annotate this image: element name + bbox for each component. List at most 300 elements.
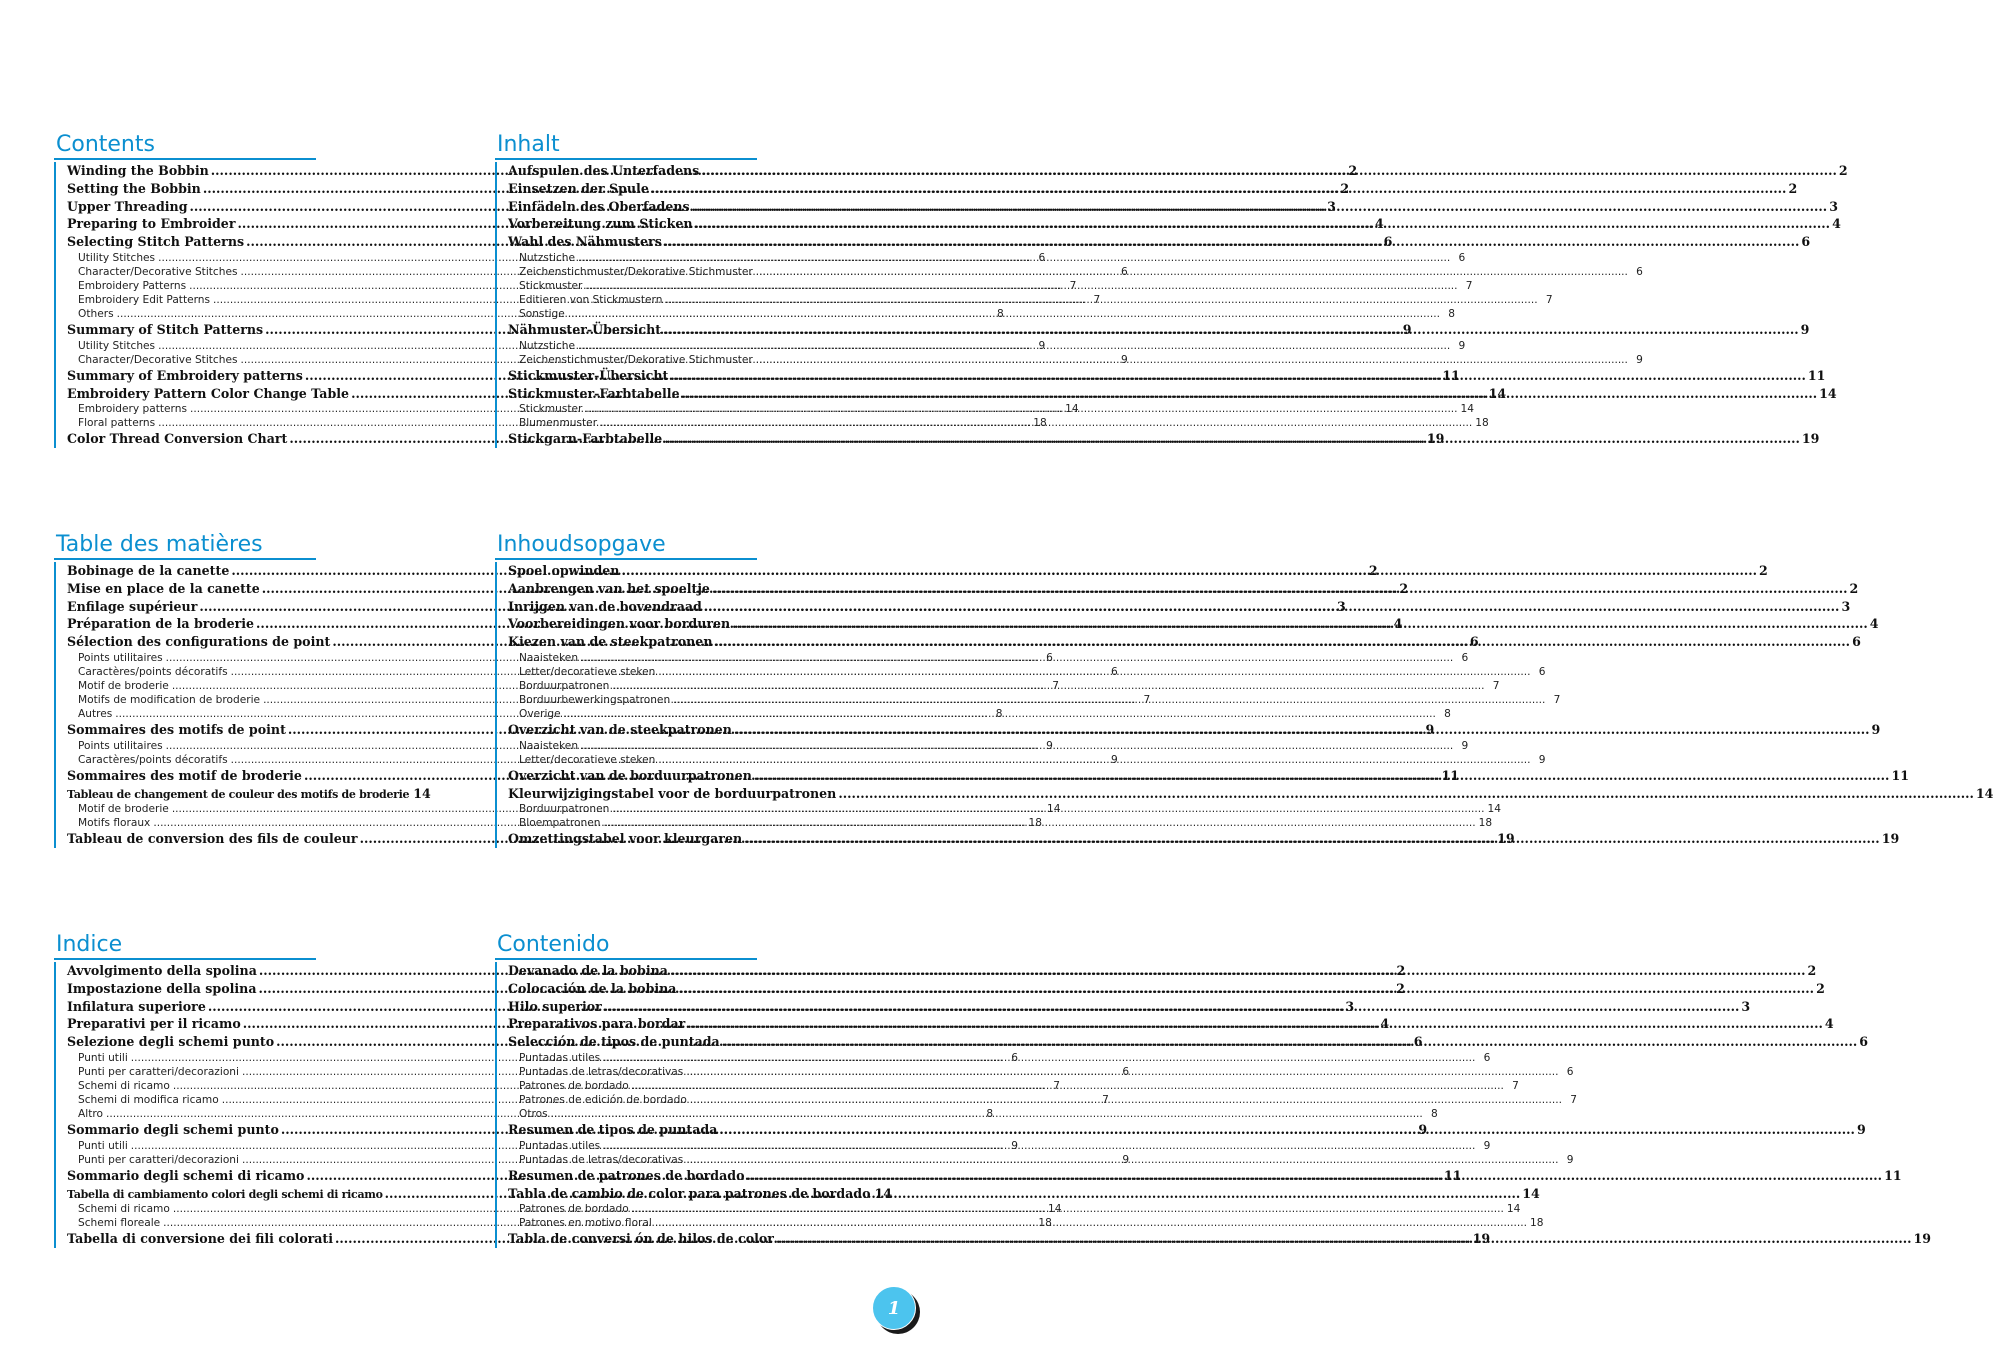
dot-leader [581, 739, 1453, 753]
entry-label: Editieren von Stickmustern [519, 293, 663, 306]
dot-leader [665, 293, 1537, 307]
entry-page-number: 11 [1444, 1167, 1462, 1183]
entry-label: Letter/decoratieve steken [519, 665, 656, 678]
entry-page-number: 9 [1871, 721, 1881, 737]
toc-subentry [508, 265, 1643, 279]
entry-label: Kiezen van de steekpatronen [508, 634, 713, 650]
entry-label: Embroidery Edit Patterns [78, 293, 211, 306]
entry-page-number: 14 [1522, 1185, 1540, 1201]
entry-page-number: 6 [1852, 634, 1861, 650]
dot-leader [670, 367, 1806, 385]
section-header [56, 132, 426, 158]
entry-page-number: 7 [1143, 693, 1151, 706]
entry-label: Patrones de bordado [519, 1203, 629, 1216]
section-title: Contents [56, 132, 155, 157]
toc-subentry [508, 279, 1473, 293]
entry-page-number: 7 [1052, 679, 1059, 692]
dot-leader [722, 1033, 1858, 1051]
title-underline [54, 158, 316, 160]
entry-label: Resumen de tipos de puntada [508, 1121, 718, 1137]
entry-page-number: 14 [1975, 785, 1993, 801]
entry-page-number: 2 [1807, 963, 1817, 978]
toc-subentry [508, 251, 1466, 265]
entry-page-number: 2 [1340, 180, 1350, 196]
dot-leader [600, 416, 1472, 430]
entry-label: Puntadas utiles [519, 1139, 601, 1152]
entry-label: Autres [78, 707, 113, 720]
toc-entry [508, 721, 1881, 739]
entry-label: Nutzstiche [519, 339, 576, 352]
entry-page-number: 19 [1472, 1231, 1491, 1247]
entry-page-number: 3 [1336, 598, 1346, 614]
entry-page-number: 7 [1492, 679, 1500, 692]
section-title: Table des matières [56, 532, 263, 557]
entry-page-number: 14 [1488, 385, 1507, 401]
entry-label: Sélection des configurations de point [67, 634, 331, 650]
entry-label: Schemi di modifica ricamo [78, 1093, 219, 1106]
entry-page-number: 9 [1011, 1139, 1018, 1152]
entry-label: Stickmuster-Übersicht [508, 367, 669, 383]
entry-page-number: 19 [1497, 831, 1515, 847]
toc-subentry [508, 802, 1502, 816]
entry-label: Tabella di cambiamento colori degli schemi di ricamo [67, 1187, 383, 1201]
entry-page-number: 14 [413, 785, 431, 801]
entry-page-number: 6 [1458, 251, 1466, 264]
entry-label: Préparation de la broderie [67, 616, 255, 632]
entry-label: Spoel opwinden [508, 563, 620, 578]
dot-leader [686, 1065, 1558, 1079]
dot-leader [701, 162, 1837, 180]
entry-label: Tableau de conversion des fils de couleur [67, 831, 358, 847]
toc-entry [508, 785, 1993, 803]
section-title: Indice [56, 932, 123, 957]
toc-subentry [508, 353, 1643, 367]
entry-label: Patrones de edición de bordado [519, 1093, 687, 1106]
dot-leader [585, 402, 1457, 416]
toc-subentry [508, 679, 1500, 693]
toc-entry [508, 998, 1751, 1016]
entry-label: Mise en place de la canette [67, 580, 260, 596]
dot-leader [655, 1216, 1527, 1230]
toc-entry [67, 785, 431, 803]
dot-leader [744, 830, 1880, 848]
entry-page-number: 9 [1122, 1153, 1130, 1166]
entry-label: Stickmuster-Farbtabelle [508, 385, 680, 401]
dot-leader [658, 753, 1530, 767]
entry-label: Selezione degli schemi punto [67, 1034, 275, 1050]
title-underline [495, 958, 757, 960]
entry-label: Upper Threading [67, 198, 188, 214]
entry-label: Tabla de cambio de color para patrones de bordado [508, 1185, 871, 1201]
dot-leader [678, 980, 1814, 998]
dot-leader [719, 1121, 1855, 1139]
section-header [56, 932, 426, 958]
toc-entry [508, 1167, 1902, 1185]
entry-label: Devanado de la bobina [508, 963, 668, 978]
entry-page-number: 8 [997, 307, 1004, 320]
dot-leader [621, 562, 1757, 580]
dot-leader [670, 962, 1806, 980]
entry-label: Colocación de la bobina [508, 980, 677, 996]
toc-subentry [508, 402, 1475, 416]
dot-leader [603, 1139, 1475, 1153]
dot-leader [632, 1079, 1504, 1093]
entry-label: Sommaires des motifs de point [67, 721, 286, 737]
entry-label: Embroidery Pattern Color Change Table [67, 385, 350, 401]
entry-page-number: 7 [1053, 1079, 1061, 1092]
entry-label: Stickmuster [519, 403, 583, 416]
entry-page-number: 6 [1120, 265, 1128, 278]
entry-label: Schemi di ricamo [78, 1079, 170, 1092]
entry-page-number: 6 [1461, 651, 1469, 664]
section-title: Inhalt [497, 132, 560, 157]
entry-page-number: 14 [1065, 403, 1079, 416]
dot-leader [704, 598, 1840, 616]
entry-label: Tableau de changement de couleur des motifs de broderie [67, 787, 410, 801]
toc-subentry [508, 416, 1489, 430]
entry-label: Sommaires des motif de broderie [67, 767, 302, 783]
section-inhalt-german [495, 132, 1848, 448]
entry-label: Utility Stitches [78, 251, 156, 264]
entry-label: Motifs de modification de broderie [78, 693, 261, 706]
section-contenido-spanish [495, 932, 1932, 1248]
entry-page-number: 8 [1448, 307, 1455, 320]
entry-page-number: 14 [1046, 803, 1061, 816]
toc-entry [508, 385, 1837, 403]
entry-page-number: 6 [1413, 1034, 1423, 1050]
dot-leader [673, 693, 1545, 707]
entry-page-number: 19 [1881, 831, 1900, 847]
entry-label: Punti utili [78, 1139, 128, 1152]
toc-entry [508, 367, 1826, 385]
entry-page-number: 7 [1570, 1093, 1577, 1106]
entry-page-number: 3 [1327, 198, 1336, 214]
entry-label: Letter/decoratieve steken [519, 753, 656, 766]
toc-entry [508, 580, 1859, 598]
toc-subentry [508, 1216, 1544, 1230]
toc-entry [508, 980, 1825, 998]
entry-label: Schemi di ricamo [78, 1203, 170, 1216]
entry-label: Sommario degli schemi punto [67, 1121, 279, 1137]
entry-page-number: 9 [1120, 353, 1128, 366]
entry-label: Preparativi per il ricamo [67, 1016, 241, 1032]
entry-page-number: 4 [1393, 616, 1403, 632]
entry-page-number: 7 [1093, 293, 1101, 306]
toc-subentry [508, 1093, 1577, 1107]
dot-leader [838, 785, 1974, 803]
dot-leader [664, 233, 1800, 251]
toc-subentry [508, 1139, 1491, 1153]
dot-leader [658, 665, 1530, 679]
dot-leader [692, 198, 1828, 216]
dot-leader [604, 998, 1740, 1016]
entry-label: Floral patterns [78, 417, 156, 430]
entry-label: Character/Decorative Stitches [78, 265, 238, 278]
dot-leader [682, 385, 1818, 403]
toc-entry [508, 830, 1900, 848]
toc-entry [508, 321, 1810, 339]
section-title: Inhoudsopgave [497, 532, 666, 557]
entry-page-number: 9 [1800, 321, 1810, 337]
entry-label: Overige [519, 707, 561, 720]
entry-label: Sonstige [519, 307, 565, 320]
entry-label: Blumenmuster [519, 417, 598, 430]
toc-list [495, 162, 1848, 448]
entry-page-number: 9 [1111, 753, 1118, 766]
toc-subentry [508, 753, 1546, 767]
entry-page-number: 14 [1048, 1203, 1062, 1216]
section-header [497, 932, 867, 958]
toc-entry [508, 180, 1798, 198]
entry-label: Avvolgimento della spolina [67, 963, 257, 978]
entry-label: Utility Stitches [78, 339, 156, 352]
entry-page-number: 8 [986, 1107, 994, 1120]
entry-label: Einfädeln des Oberfadens [508, 198, 690, 214]
section-title: Contenido [497, 932, 610, 957]
entry-page-number: 11 [1442, 367, 1460, 383]
toc-entry [508, 633, 1861, 651]
entry-label: Motif de broderie [78, 803, 169, 816]
entry-label: Caractères/points décoratifs [78, 753, 228, 766]
dot-leader [695, 215, 1831, 233]
entry-label: Setting the Bobbin [67, 180, 201, 196]
toc-list [495, 962, 1932, 1248]
entry-page-number: 14 [874, 1185, 893, 1201]
toc-subentry [508, 707, 1451, 721]
toc-subentry [508, 293, 1553, 307]
entry-label: Borduurbewerkingspatronen [519, 693, 671, 706]
entry-label: Aanbrengen van het spoeltje [508, 580, 710, 596]
entry-page-number: 11 [1807, 367, 1826, 383]
entry-page-number: 8 [1444, 707, 1451, 720]
dot-leader [690, 1093, 1562, 1107]
dot-leader [568, 307, 1440, 321]
entry-page-number: 7 [1553, 693, 1561, 706]
entry-page-number: 8 [1431, 1107, 1438, 1120]
entry-page-number: 19 [1426, 431, 1445, 447]
entry-label: Punti per caratteri/decorazioni [78, 1153, 239, 1166]
entry-label: Naaisteken [519, 739, 579, 752]
entry-page-number: 14 [1506, 1203, 1521, 1216]
entry-label: Bobinage de la canette [67, 563, 230, 578]
entry-label: Puntadas utiles [519, 1051, 601, 1064]
entry-label: Points utilitaires [78, 739, 163, 752]
entry-label: Points utilitaires [78, 651, 163, 664]
entry-page-number: 6 [1566, 1065, 1574, 1078]
entry-label: Borduurpatronen [519, 803, 610, 816]
entry-label: Overzicht van de steekpatronen [508, 721, 732, 737]
entry-label: Kleurwijzigingstabel voor de borduurpatronen [508, 785, 837, 801]
entry-label: Zeichenstichmuster/Dekorative Stichmuster [519, 265, 753, 278]
entry-page-number: 8 [995, 707, 1003, 720]
toc-entry [508, 1015, 1834, 1033]
entry-label: Stickmuster [519, 279, 583, 292]
dot-leader [687, 1015, 1823, 1033]
entry-page-number: 3 [1829, 198, 1838, 214]
entry-page-number: 2 [1849, 580, 1859, 596]
entry-page-number: 4 [1869, 616, 1879, 632]
entry-page-number: 6 [1122, 1065, 1130, 1078]
toc-subentry [508, 739, 1469, 753]
entry-page-number: 9 [1856, 1121, 1866, 1137]
section-header [56, 532, 426, 558]
entry-label: Schemi floreale [78, 1217, 161, 1230]
entry-label: Motif de broderie [78, 679, 169, 692]
entry-label: Caractères/points décoratifs [78, 665, 228, 678]
toc-entry [508, 962, 1817, 980]
dot-leader [686, 1153, 1558, 1167]
entry-page-number: 2 [1759, 563, 1768, 578]
entry-label: Summary of Stitch Patterns [67, 321, 264, 337]
toc-entry [508, 598, 1851, 616]
entry-label: Wahl des Nähmusters [508, 234, 662, 250]
entry-page-number: 7 [1069, 279, 1077, 292]
section-inhoudsopgave-dutch [495, 532, 1993, 848]
entry-page-number: 9 [1402, 321, 1412, 337]
entry-page-number: 6 [1538, 665, 1546, 678]
toc-entry [508, 1230, 1932, 1248]
page-number: 1 [887, 1297, 901, 1319]
entry-page-number: 7 [1512, 1079, 1519, 1092]
badge-disc [872, 1286, 916, 1330]
entry-label: Resumen de patrones de bordado [508, 1167, 745, 1183]
entry-page-number: 6 [1383, 234, 1393, 250]
entry-label: Infilatura superiore [67, 998, 206, 1014]
entry-label: Selección de tipos de puntada [508, 1034, 720, 1050]
dot-leader [612, 679, 1484, 693]
entry-page-number: 6 [1483, 1051, 1491, 1064]
entry-label: Puntadas de letras/decorativas [519, 1065, 684, 1078]
entry-label: Voorbereidingen voor borduren [508, 616, 731, 632]
entry-label: Puntadas de letras/decorativas [519, 1153, 684, 1166]
dot-leader [712, 580, 1848, 598]
entry-label: Impostazione della spolina [67, 980, 257, 996]
entry-page-number: 2 [1816, 980, 1825, 996]
dot-leader [754, 767, 1890, 785]
dot-leader [578, 339, 1450, 353]
entry-page-number: 3 [1345, 998, 1355, 1014]
toc-subentry [508, 307, 1455, 321]
entry-page-number: 18 [1475, 417, 1489, 430]
toc-entry [508, 615, 1879, 633]
entry-page-number: 18 [1028, 817, 1042, 830]
entry-label: Zeichenstichmuster/Dekorative Stichmuster [519, 353, 753, 366]
entry-label: Tabella di conversione dei fili colorati [67, 1231, 333, 1247]
toc-subentry [508, 816, 1493, 830]
entry-page-number: 11 [1891, 767, 1909, 783]
dot-leader [564, 707, 1436, 721]
entry-page-number: 2 [1348, 163, 1358, 178]
entry-page-number: 6 [1859, 1034, 1869, 1050]
entry-page-number: 6 [1801, 234, 1811, 250]
entry-label: Einsetzen der Spule [508, 180, 649, 196]
toc-entry [508, 162, 1848, 180]
entry-page-number: 18 [1033, 417, 1047, 430]
entry-page-number: 6 [1046, 651, 1053, 664]
entry-page-number: 7 [1545, 293, 1553, 306]
entry-page-number: 18 [1530, 1217, 1544, 1230]
toc-entry [508, 1185, 893, 1203]
entry-page-number: 2 [1399, 580, 1409, 596]
entry-label: Punti per caratteri/decorazioni [78, 1065, 239, 1078]
entry-page-number: 6 [1469, 634, 1479, 650]
entry-label: Tabla de conversi ón de hilos de color [508, 1231, 774, 1247]
entry-label: Otros [519, 1107, 548, 1120]
toc-subentry [508, 651, 1469, 665]
entry-page-number: 18 [1038, 1217, 1052, 1230]
dot-leader [603, 816, 1475, 830]
entry-page-number: 6 [1011, 1051, 1018, 1064]
entry-page-number: 4 [1832, 216, 1841, 232]
toc-subentry [508, 1079, 1519, 1093]
toc-entry [508, 767, 1909, 785]
title-underline [54, 958, 316, 960]
entry-label: Aufspulen des Unterfadens [508, 163, 700, 178]
section-header [497, 532, 867, 558]
entry-label: Preparing to Embroider [67, 216, 236, 232]
entry-page-number: 9 [1425, 721, 1435, 737]
dot-leader [734, 721, 1870, 739]
dot-leader [664, 430, 1800, 448]
entry-label: Nähmuster-Übersicht [508, 321, 662, 337]
entry-label: Borduurpatronen [519, 679, 610, 692]
page-number-badge [872, 1286, 916, 1330]
dot-leader [732, 615, 1868, 633]
entry-label: Overzicht van de borduurpatronen [508, 767, 752, 783]
entry-label: Selecting Stitch Patterns [67, 234, 245, 250]
entry-label: Punti utili [78, 1051, 128, 1064]
toc-subentry [508, 1051, 1491, 1065]
entry-label: Naaisteken [519, 651, 579, 664]
entry-page-number: 11 [1441, 767, 1460, 783]
entry-label: Winding the Bobbin [67, 163, 209, 178]
entry-label: Hilo superior [508, 998, 602, 1014]
toc-entry [508, 198, 1838, 216]
entry-label: Embroidery patterns [78, 403, 187, 416]
entry-page-number: 11 [1884, 1167, 1902, 1183]
entry-page-number: 14 [1460, 403, 1475, 416]
dot-leader [746, 1167, 1882, 1185]
dot-leader [632, 1202, 1504, 1216]
entry-page-number: 3 [1741, 998, 1751, 1014]
entry-label: Stickgarn-Farbtabelle [508, 431, 663, 447]
entry-label: Patrones de bordado [519, 1079, 629, 1092]
toc-entry [508, 562, 1768, 580]
entry-page-number: 18 [1478, 817, 1493, 830]
entry-page-number: 7 [1102, 1093, 1109, 1106]
entry-page-number: 9 [1636, 353, 1643, 366]
entry-label: Enfilage supérieur [67, 598, 198, 614]
entry-label: Patrones en motivo floral [519, 1217, 652, 1230]
title-underline [495, 158, 757, 160]
entry-page-number: 19 [1913, 1231, 1932, 1247]
entry-label: Preparativos para bordar [508, 1016, 686, 1032]
entry-label: Nutzstiche [519, 251, 576, 264]
dot-leader [581, 651, 1453, 665]
entry-label: Bloempatronen [519, 817, 601, 830]
dot-leader [756, 353, 1628, 367]
entry-page-number: 14 [1819, 385, 1837, 401]
entry-page-number: 9 [1046, 739, 1053, 752]
toc-subentry [508, 693, 1561, 707]
toc-entry [508, 1033, 1869, 1051]
dot-leader [612, 802, 1484, 816]
entry-page-number: 7 [1465, 279, 1473, 292]
entry-page-number: 2 [1788, 180, 1798, 196]
entry-page-number: 9 [1483, 1139, 1491, 1152]
toc-subentry [508, 1065, 1574, 1079]
entry-page-number: 4 [1824, 1016, 1834, 1032]
